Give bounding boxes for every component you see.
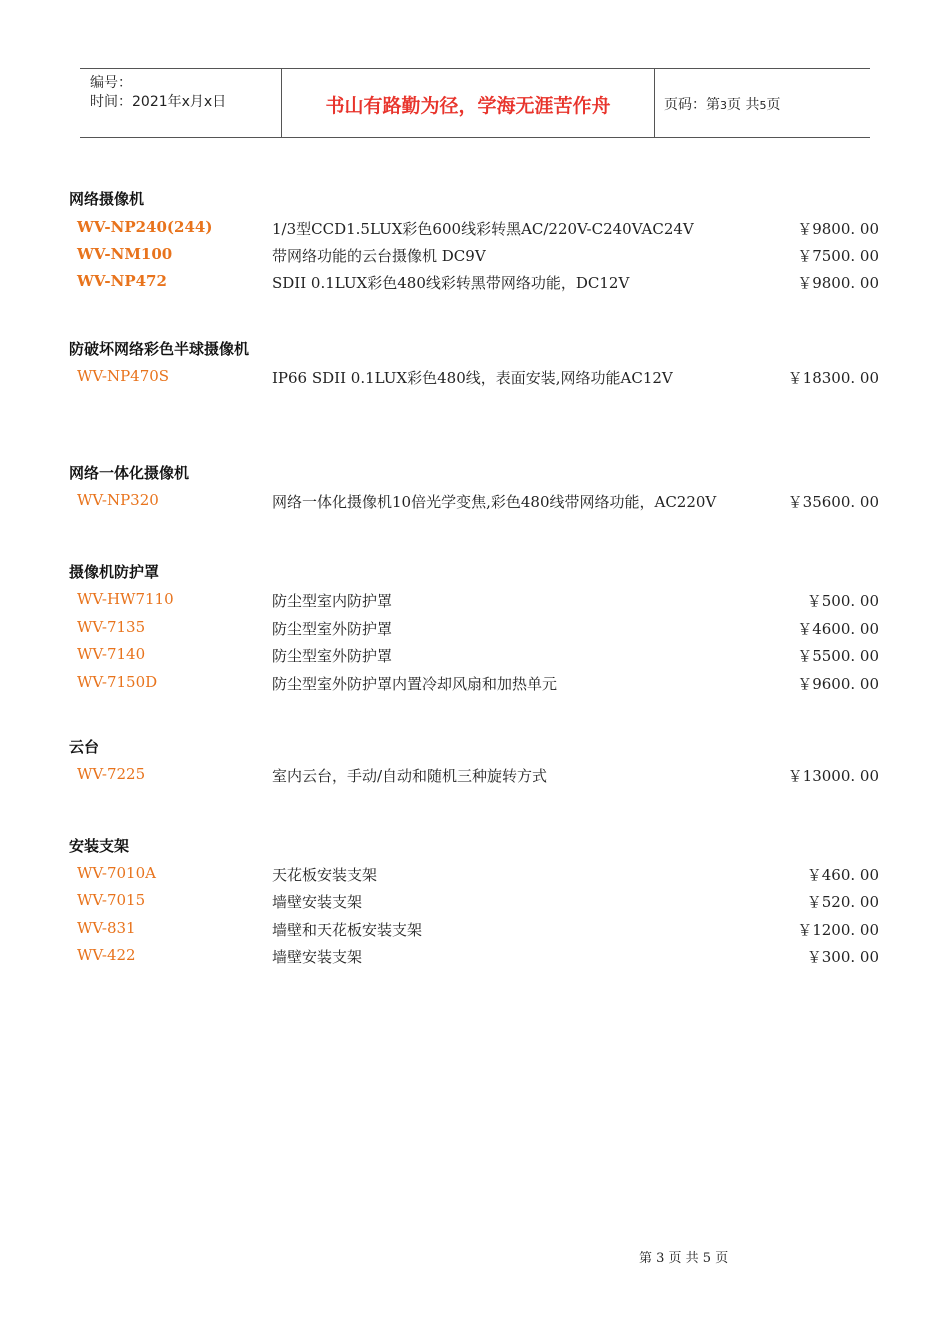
product-price: ￥300. 00	[806, 948, 879, 966]
section-title: 安装支架	[69, 837, 130, 855]
product-price: ￥5500. 00	[797, 647, 879, 665]
page-total: 5	[759, 99, 767, 112]
product-description: 室内云台，手动/自动和随机三种旋转方式	[272, 767, 548, 785]
page-footer: 第 3 页 共 5 页	[639, 1251, 729, 1266]
product-description: 墙壁安装支架	[272, 893, 363, 911]
product-row	[0, 891, 950, 915]
motto-text: 书山有路勤为径，学海无涯苦作舟	[325, 95, 611, 117]
product-description: 防尘型室内防护罩	[272, 592, 393, 610]
product-price: ￥9800. 00	[797, 274, 879, 292]
section-title: 网络一体化摄像机	[69, 464, 190, 482]
page-label: 页码：第	[664, 97, 720, 113]
product-row	[0, 272, 950, 296]
product-row	[0, 645, 950, 669]
product-price: ￥13000. 00	[787, 767, 879, 785]
product-row	[0, 491, 950, 515]
product-description: IP66 SDII 0.1LUX彩色480线，表面安装,网络功能AC12V	[272, 369, 673, 387]
section-title: 网络摄像机	[69, 190, 145, 208]
section-title: 云台	[69, 738, 100, 756]
product-model: WV-NM100	[77, 245, 173, 263]
product-description: 墙壁和天花板安装支架	[272, 921, 423, 939]
product-row	[0, 946, 950, 970]
product-price: ￥9600. 00	[797, 675, 879, 693]
product-row	[0, 765, 950, 789]
document-time-label: 时间：2021年x月x日	[90, 94, 227, 110]
product-description: 防尘型室外防护罩	[272, 647, 393, 665]
product-model: WV-7150D	[77, 673, 158, 691]
product-model: WV-7135	[77, 618, 146, 636]
product-model: WV-7225	[77, 765, 146, 783]
page-header	[80, 68, 870, 138]
product-description: 墙壁安装支架	[272, 948, 363, 966]
product-row	[0, 919, 950, 943]
product-model: WV-NP320	[77, 491, 159, 509]
product-description: SDII 0.1LUX彩色480线彩转黑带网络功能，DC12V	[272, 274, 630, 292]
product-description: 带网络功能的云台摄像机 DC9V	[272, 247, 486, 265]
product-model: WV-7015	[77, 891, 146, 909]
product-price: ￥9800. 00	[797, 220, 879, 238]
page-mid: 页 共	[727, 97, 760, 113]
product-row	[0, 673, 950, 697]
header-page-cell	[654, 69, 870, 137]
product-price: ￥4600. 00	[797, 620, 879, 638]
product-price: ￥35600. 00	[787, 493, 879, 511]
product-row	[0, 367, 950, 391]
product-model: WV-422	[77, 946, 136, 964]
product-price: ￥18300. 00	[787, 369, 879, 387]
section-title: 摄像机防护罩	[69, 563, 160, 581]
product-price: ￥1200. 00	[797, 921, 879, 939]
product-model: WV-NP240(244)	[77, 218, 213, 236]
header-motto-cell	[281, 69, 655, 137]
product-price: ￥460. 00	[806, 866, 879, 884]
product-description: 防尘型室外防护罩内置冷却风扇和加热单元	[272, 675, 558, 693]
product-price: ￥500. 00	[806, 592, 879, 610]
product-description: 1/3型CCD1.5LUX彩色600线彩转黑AC/220V-C240VAC24V	[272, 220, 694, 238]
product-model: WV-831	[77, 919, 136, 937]
product-row	[0, 218, 950, 242]
document-number-label: 编号：	[90, 75, 132, 91]
page-indicator	[664, 94, 780, 114]
page-end: 页	[766, 97, 781, 113]
product-row	[0, 618, 950, 642]
product-model: WV-NP470S	[77, 367, 170, 385]
product-model: WV-HW7110	[77, 590, 174, 608]
product-description: 网络一体化摄像机10倍光学变焦,彩色480线带网络功能，AC220V	[272, 493, 717, 511]
product-row	[0, 245, 950, 269]
product-price: ￥520. 00	[806, 893, 879, 911]
product-price: ￥7500. 00	[797, 247, 879, 265]
product-model: WV-7010A	[77, 864, 156, 882]
page-current: 3	[720, 99, 727, 112]
product-model: WV-NP472	[77, 272, 167, 290]
product-row	[0, 590, 950, 614]
product-description: 防尘型室外防护罩	[272, 620, 393, 638]
product-model: WV-7140	[77, 645, 146, 663]
header-meta-cell	[80, 69, 280, 137]
section-title: 防破坏网络彩色半球摄像机	[69, 340, 250, 358]
product-description: 天花板安装支架	[272, 866, 378, 884]
product-row	[0, 864, 950, 888]
